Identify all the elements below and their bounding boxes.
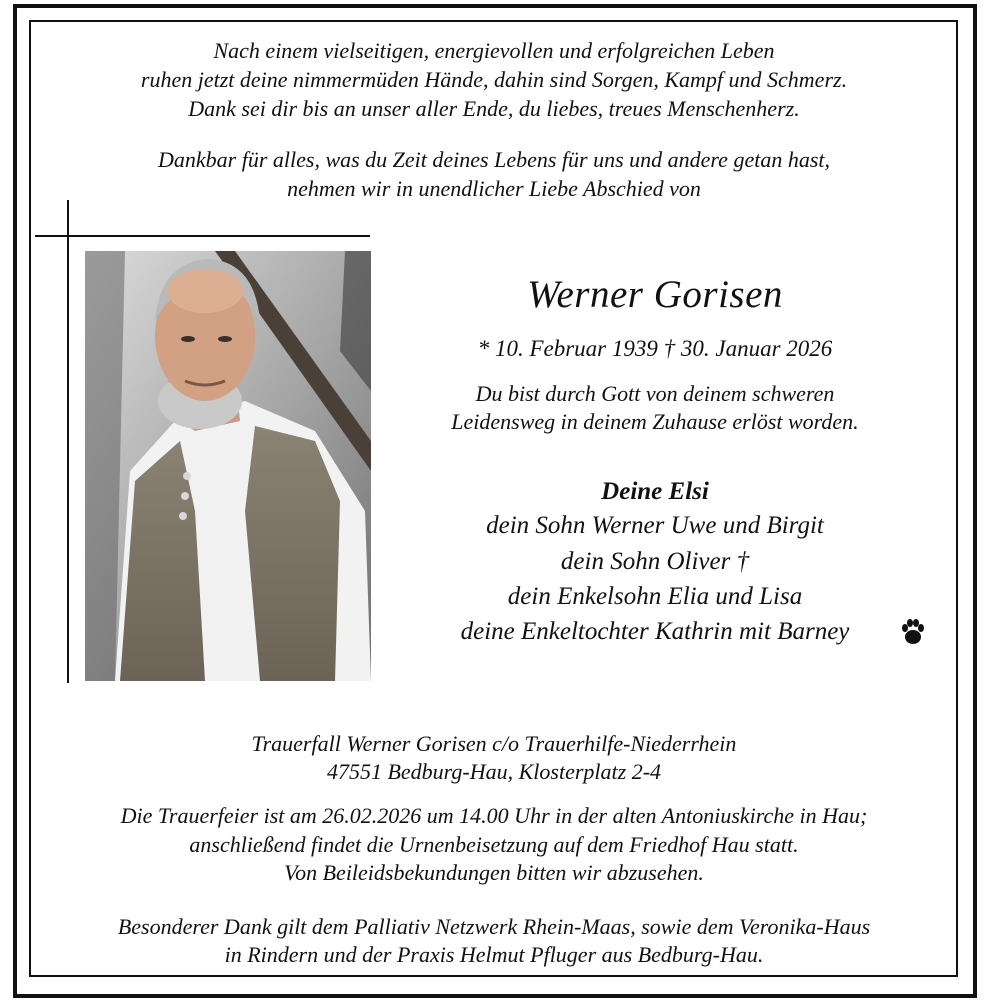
paw-print-icon — [898, 617, 928, 647]
family-member: deine Enkeltochter Kathrin mit Barney — [460, 618, 850, 645]
intro-line-1: Nach einem vielseitigen, energievollen und erfolgreichen Leben — [213, 38, 775, 63]
family-member: dein Enkelsohn Elia und Lisa — [507, 583, 803, 610]
cross-horizontal-bar — [35, 235, 370, 237]
thanks-line-1: Besonderer Dank gilt dem Palliativ Netzwerk Rhein-Maas, sowie dem Veronika-Haus — [117, 914, 871, 939]
family-member: dein Sohn Werner Uwe und Birgit — [486, 512, 824, 539]
life-dates: * 10. Februar 1939 † 30. Januar 2026 — [477, 336, 833, 361]
contact-line-2: 47551 Bedburg-Hau, Klosterplatz 2-4 — [326, 759, 662, 784]
ceremony-line-1: Die Trauerfeier ist am 26.02.2026 um 14.00 Uhr in der alten Antoniuskirche in Hau; — [120, 803, 868, 828]
ceremony-line-3: Von Beileidsbekundungen bitten wir abzusehen. — [284, 860, 704, 885]
deceased-name: Werner Gorisen — [527, 273, 783, 316]
contact-line-1: Trauerfall Werner Gorisen c/o Trauerhilfe-Niederrhein — [251, 731, 737, 756]
portrait-illustration — [85, 251, 371, 681]
thanks-line-2: in Rindern und der Praxis Helmut Pfluger aus Bedburg-Hau. — [224, 942, 764, 967]
intro-line-5: nehmen wir in unendlicher Liebe Abschied von — [287, 176, 701, 201]
portrait-photo — [85, 251, 371, 681]
family-member: dein Sohn Oliver † — [560, 548, 750, 575]
intro-line-3: Dank sei dir bis an unser aller Ende, du liebes, treues Menschenherz. — [188, 96, 800, 121]
verse-line-2: Leidensweg in deinem Zuhause erlöst worden. — [451, 409, 859, 434]
intro-line-4: Dankbar für alles, was du Zeit deines Lebens für uns und andere getan hast, — [158, 147, 830, 172]
family-lead: Deine Elsi — [601, 478, 709, 505]
ceremony-line-2: anschließend findet die Urnenbeisetzung auf dem Friedhof Hau statt. — [189, 832, 799, 857]
intro-line-2: ruhen jetzt deine nimmermüden Hände, dahin sind Sorgen, Kampf und Schmerz. — [140, 67, 848, 92]
verse-line-1: Du bist durch Gott von deinem schweren — [475, 381, 835, 406]
cross-vertical-bar — [67, 200, 69, 683]
